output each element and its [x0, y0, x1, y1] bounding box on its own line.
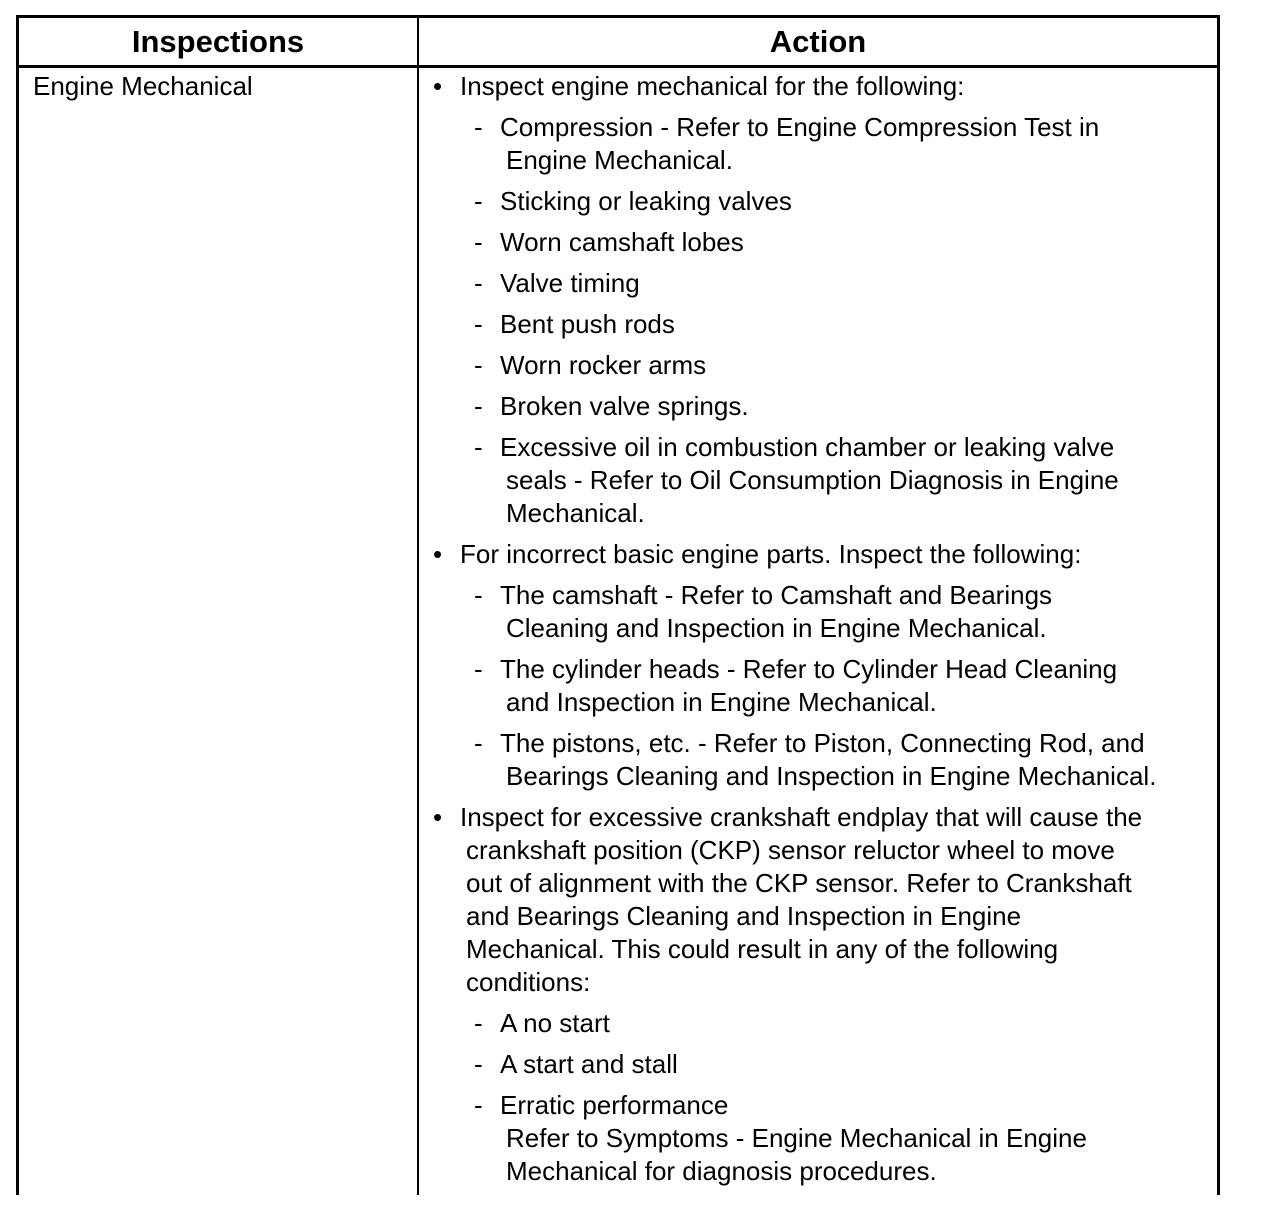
dash-icon: - [474, 186, 483, 216]
sub-item-text: A start and stall [500, 1049, 678, 1079]
dash-icon: - [474, 112, 483, 142]
dash-icon: - [474, 654, 483, 684]
action-bullet [433, 538, 1213, 571]
bullet-spacer [433, 793, 1213, 801]
action-sub-item [433, 579, 1213, 645]
inspection-table [16, 15, 1220, 1195]
sub-item-text: Excessive oil in combustion chamber or leaking valve [500, 432, 1115, 462]
action-sub-item [433, 727, 1213, 793]
action-sub-item [433, 226, 1213, 259]
dash-icon: - [474, 350, 483, 380]
table-header-row [19, 18, 1217, 68]
action-sub-item [433, 111, 1213, 177]
action-sub-item [433, 1007, 1213, 1040]
bullet-text: For incorrect basic engine parts. Inspect the following: [460, 539, 1082, 569]
sub-item-text-continuation: Mechanical. [506, 498, 645, 528]
dash-icon: - [474, 1008, 483, 1038]
action-sub-item [433, 267, 1213, 300]
dash-icon: - [474, 432, 483, 462]
bullet-text-continuation: out of alignment with the CKP sensor. Refer to Crankshaft [466, 868, 1132, 898]
sub-item-text-continuation: Cleaning and Inspection in Engine Mechanical. [506, 613, 1047, 643]
sub-item-text: Valve timing [500, 268, 640, 298]
dash-icon: - [474, 1090, 483, 1120]
sub-item-text: A no start [500, 1008, 610, 1038]
dash-icon: - [474, 227, 483, 257]
inspection-cell: Engine Mechanical [33, 71, 253, 101]
bullet-text-continuation: Mechanical. This could result in any of the following [466, 934, 1059, 964]
header-inspections: Inspections [131, 24, 305, 59]
sub-item-text: Worn camshaft lobes [500, 227, 744, 257]
action-sub-item [433, 1048, 1213, 1081]
dash-icon: - [474, 391, 483, 421]
action-bullet [433, 70, 1213, 103]
bullet-spacer [433, 530, 1213, 538]
sub-item-text-continuation: seals - Refer to Oil Consumption Diagnosis in Engine [506, 465, 1119, 495]
sub-item-text: Compression - Refer to Engine Compression Test in [500, 112, 1100, 142]
dash-icon: - [474, 268, 483, 298]
dash-icon: - [474, 1049, 483, 1079]
sub-item-text: Sticking or leaking valves [500, 186, 792, 216]
sub-item-text: The camshaft - Refer to Camshaft and Bearings [500, 580, 1053, 610]
sub-item-text: Erratic performance [500, 1090, 729, 1120]
bullet-text: Inspect for excessive crankshaft endplay that will cause the [460, 802, 1143, 832]
dash-icon: - [474, 309, 483, 339]
sub-item-text-continuation: Mechanical for diagnosis procedures. [506, 1156, 937, 1186]
dash-icon: - [474, 580, 483, 610]
sub-item-text-continuation: Bearings Cleaning and Inspection in Engine Mechanical. [506, 761, 1157, 791]
bullet-icon: • [433, 539, 443, 569]
bullet-text-continuation: conditions: [466, 967, 591, 997]
sub-item-text: Broken valve springs. [500, 391, 749, 421]
sub-item-text: Worn rocker arms [500, 350, 707, 380]
sub-item-text-continuation: Engine Mechanical. [506, 145, 733, 175]
action-sub-item [433, 185, 1213, 218]
action-bullet [433, 801, 1213, 999]
header-action: Action [769, 24, 867, 59]
bullet-text-continuation: crankshaft position (CKP) sensor reluctor wheel to move [466, 835, 1115, 865]
bullet-text-continuation: and Bearings Cleaning and Inspection in Engine [466, 901, 1022, 931]
action-cell [433, 70, 1213, 1188]
column-divider [417, 18, 419, 1195]
sub-item-text-continuation: Refer to Symptoms - Engine Mechanical in Engine [506, 1123, 1087, 1153]
action-sub-item [433, 431, 1213, 530]
action-sub-item [433, 390, 1213, 423]
action-sub-item [433, 653, 1213, 719]
bullet-text: Inspect engine mechanical for the following: [460, 71, 965, 101]
dash-icon: - [474, 728, 483, 758]
action-sub-item [433, 308, 1213, 341]
bullet-icon: • [433, 802, 443, 832]
sub-item-text-continuation: and Inspection in Engine Mechanical. [506, 687, 937, 717]
sub-item-text: The pistons, etc. - Refer to Piston, Connecting Rod, and [500, 728, 1145, 758]
sub-item-text: Bent push rods [500, 309, 675, 339]
action-sub-item [433, 1089, 1213, 1188]
bullet-icon: • [433, 71, 443, 101]
sub-item-text: The cylinder heads - Refer to Cylinder Head Cleaning [500, 654, 1118, 684]
action-sub-item [433, 349, 1213, 382]
